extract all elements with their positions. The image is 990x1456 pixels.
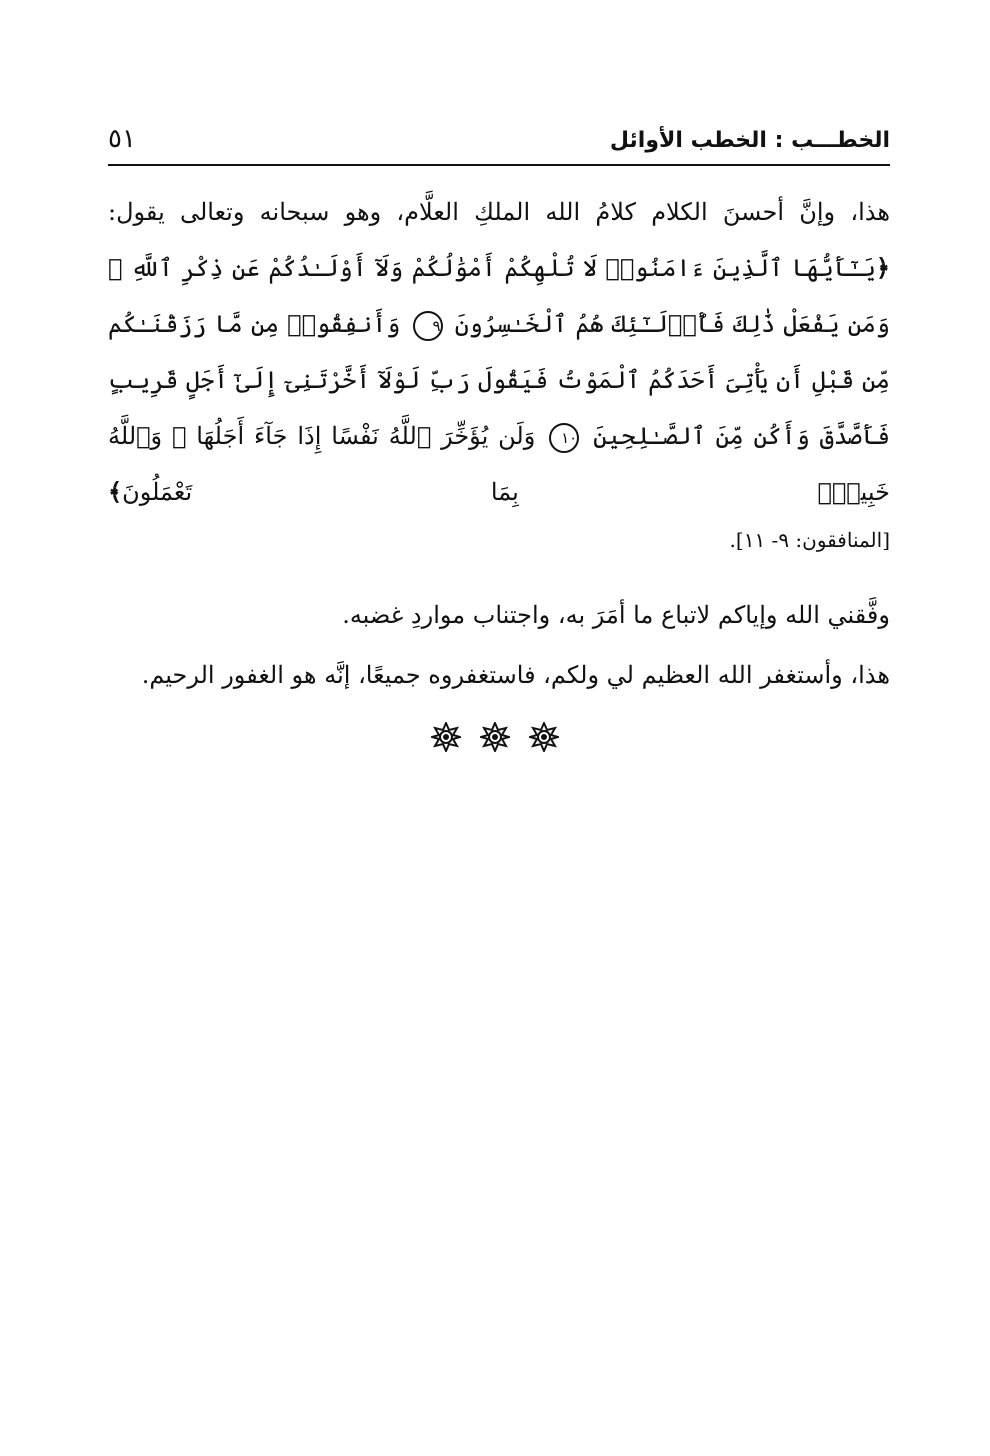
- paragraph-gap: [108, 578, 890, 592]
- intro-text: هذا، وإنَّ أحسنَ الكلام كلامُ الله الملكِ العلَّام، وهو سبحانه وتعالى يقول:: [108, 198, 890, 226]
- flower-ornament-icon: [431, 722, 461, 752]
- quran-verse-10: وَأَنفِقُوا۟ مِن مَّا رَزَقْنَـٰكُم مِّن قَبْلِ أَن يَأْتِىَ أَحَدَكُمُ ٱلْمَوْتُ فَيَقُولَ رَبِّ لَوْلَآ أَخَّرْتَنِىٓ إِلَىٰٓ أَجَلٍ قَرِيبٍ فَأَصَّدَّقَ وَأَكُن مِّنَ ٱلصَّـٰلِحِينَ: [108, 310, 891, 450]
- running-title: الخطـــب : الخطب الأوائل: [609, 128, 890, 153]
- dua-paragraph: وفَّقني الله وإياكم لاتباع ما أمَرَ به، واجتناب مواردِ غضبه.: [342, 601, 890, 629]
- ayah-number-9: ٩: [413, 311, 443, 341]
- flower-ornament-icon: [529, 722, 559, 752]
- quran-citation: [المنافقون: ٩- ١١].: [729, 528, 890, 552]
- ayah-number-10: ١٠: [549, 423, 579, 453]
- section-end-ornaments: [0, 722, 990, 752]
- intro-and-quran-paragraph: [108, 184, 890, 520]
- page-number: ٥١: [108, 124, 136, 154]
- quran-close-bracket: ﴾: [108, 477, 123, 506]
- page-header: [108, 122, 890, 162]
- quran-verse-11: وَلَن يُؤَخِّرَ ٱللَّهُ نَفْسًا إِذَا جَآءَ أَجَلُهَا ۚ وَٱللَّهُ خَبِيرٌۢ بِمَا تَعْمَلُونَ: [108, 422, 890, 506]
- closing-paragraph: هذا، وأستغفر الله العظيم لي ولكم، فاستغفروه جميعًا، إنَّه هو الغفور الرحيم.: [141, 661, 890, 689]
- quran-open-bracket: ﴿: [875, 253, 891, 282]
- header-divider: [108, 164, 890, 166]
- quran-verse-9: يَـٰٓأَيُّهَا ٱلَّذِينَ ءَامَنُوا۟ لَا تُلْهِكُمْ أَمْوَٰلُكُمْ وَلَآ أَوْلَـٰدُكُمْ عَن ذِكْرِ ٱللَّهِ ۚ وَمَن يَفْعَلْ ذَٰلِكَ فَأُو۟لَـٰٓئِكَ هُمُ ٱلْخَـٰسِرُونَ: [108, 254, 890, 338]
- paragraph-gap: [108, 638, 890, 652]
- body-text: [108, 184, 890, 698]
- flower-ornament-icon: [480, 722, 510, 752]
